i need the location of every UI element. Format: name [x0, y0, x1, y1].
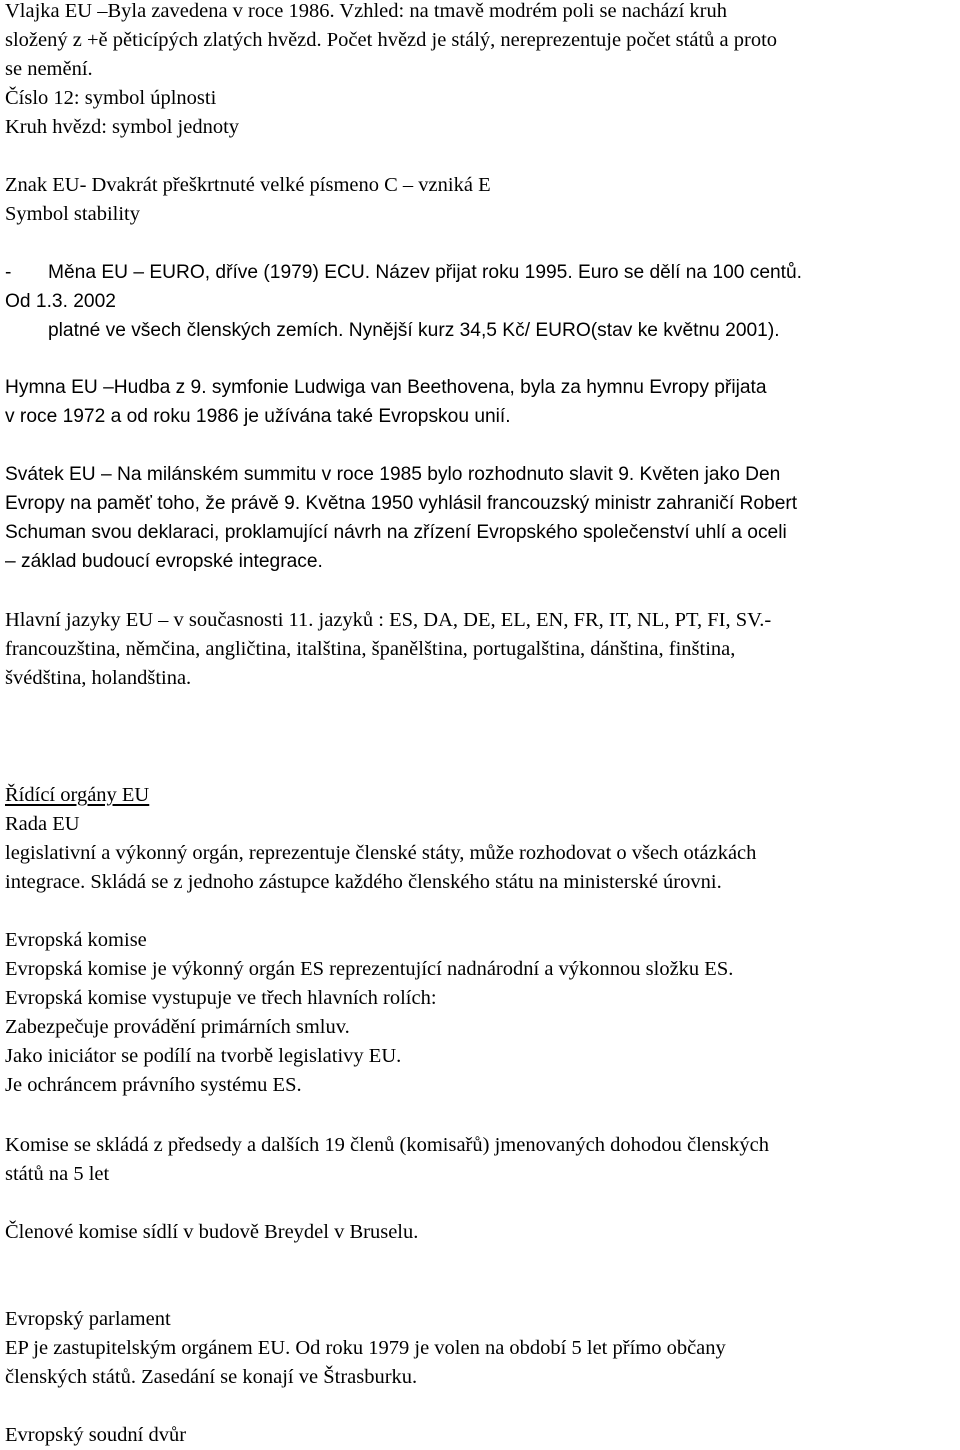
commission-title: Evropská komise — [5, 929, 147, 951]
anthem-line-2: v roce 1972 a od roku 1986 je užívána také Evropskou unií. — [5, 406, 511, 427]
currency-line-3: platné ve všech členských zemích. Nynější kurz 34,5 Kč/ EURO(stav ke květnu 2001). — [48, 320, 780, 341]
stability-line: Symbol stability — [5, 203, 140, 225]
commission-line-3: Zabezpečuje provádění primárních smluv. — [5, 1016, 350, 1038]
parliament-line-1: EP je zastupitelským orgánem EU. Od roku 1979 je volen na období 5 let přímo občany — [5, 1337, 726, 1359]
holiday-line-1: Svátek EU – Na milánském summitu v roce 1985 bylo rozhodnuto slavit 9. Květen jako Den — [5, 464, 781, 485]
currency-line-2: Od 1.3. 2002 — [5, 291, 116, 312]
commission-line-5: Je ochráncem právního systému ES. — [5, 1074, 302, 1096]
holiday-line-2: Evropy na paměť toho, že právě 9. Května 1950 vyhlásil francouzský ministr zahraničí Robert — [5, 493, 798, 514]
flag-text-line-1: Vlajka EU –Byla zavedena v roce 1986. Vzhled: na tmavě modrém poli se nachází kruh — [5, 0, 727, 22]
court-title: Evropský soudní dvůr — [5, 1424, 187, 1446]
languages-line-2: francouzština, němčina, angličtina, italština, španělština, portugalština, dánština, finština, — [5, 638, 736, 660]
holiday-line-3: Schuman svou deklaraci, proklamující návrh na zřízení Evropského společenství uhlí a oceli — [5, 522, 787, 543]
commission-composition-line-2: států na 5 let — [5, 1163, 110, 1185]
council-line-1: legislativní a výkonný orgán, reprezentuje členské státy, může rozhodovat o všech otázkách — [5, 842, 757, 864]
commission-line-2: Evropská komise vystupuje ve třech hlavních rolích: — [5, 987, 437, 1009]
commission-line-4: Jako iniciátor se podílí na tvorbě legislativy EU. — [5, 1045, 402, 1067]
flag-text-line-3: se nemění. — [5, 58, 93, 80]
circle-of-stars-line: Kruh hvězd: symbol jednoty — [5, 116, 240, 138]
commission-line-1: Evropská komise je výkonný orgán ES reprezentující nadnárodní a výkonnou složku ES. — [5, 958, 734, 980]
currency-line-1: Měna EU – EURO, dříve (1979) ECU. Název přijat roku 1995. Euro se dělí na 100 centů. — [48, 262, 803, 283]
languages-line-3: švédština, holandština. — [5, 667, 192, 689]
number-12-line: Číslo 12: symbol úplnosti — [5, 87, 217, 109]
flag-text-line-2: složený z +ě pěticípých zlatých hvězd. Počet hvězd je stálý, nereprezentuje počet států a proto — [5, 29, 778, 51]
governing-bodies-heading: Řídící orgány EU — [5, 784, 150, 806]
council-line-2: integrace. Skládá se z jednoho zástupce každého členského státu na ministerské úrovni. — [5, 871, 722, 893]
commission-seat-line: Členové komise sídlí v budově Breydel v Bruselu. — [5, 1221, 419, 1243]
languages-line-1: Hlavní jazyky EU – v současnosti 11. jazyků : ES, DA, DE, EL, EN, FR, IT, NL, PT, FI, SV.- — [5, 609, 772, 631]
council-title: Rada EU — [5, 813, 80, 835]
parliament-title: Evropský parlament — [5, 1308, 171, 1330]
holiday-line-4: – základ budoucí evropské integrace. — [5, 551, 323, 572]
anthem-line-1: Hymna EU –Hudba z 9. symfonie Ludwiga van Beethovena, byla za hymnu Evropy přijata — [5, 377, 767, 398]
parliament-line-2: členských států. Zasedání se konají ve Štrasburku. — [5, 1366, 418, 1388]
eu-sign-line: Znak EU- Dvakrát přeškrtnuté velké písmeno C – vzniká E — [5, 174, 491, 196]
commission-composition-line-1: Komise se skládá z předsedy a dalších 19 členů (komisařů) jmenovaných dohodou členských — [5, 1134, 769, 1156]
currency-dash: - — [5, 262, 12, 283]
